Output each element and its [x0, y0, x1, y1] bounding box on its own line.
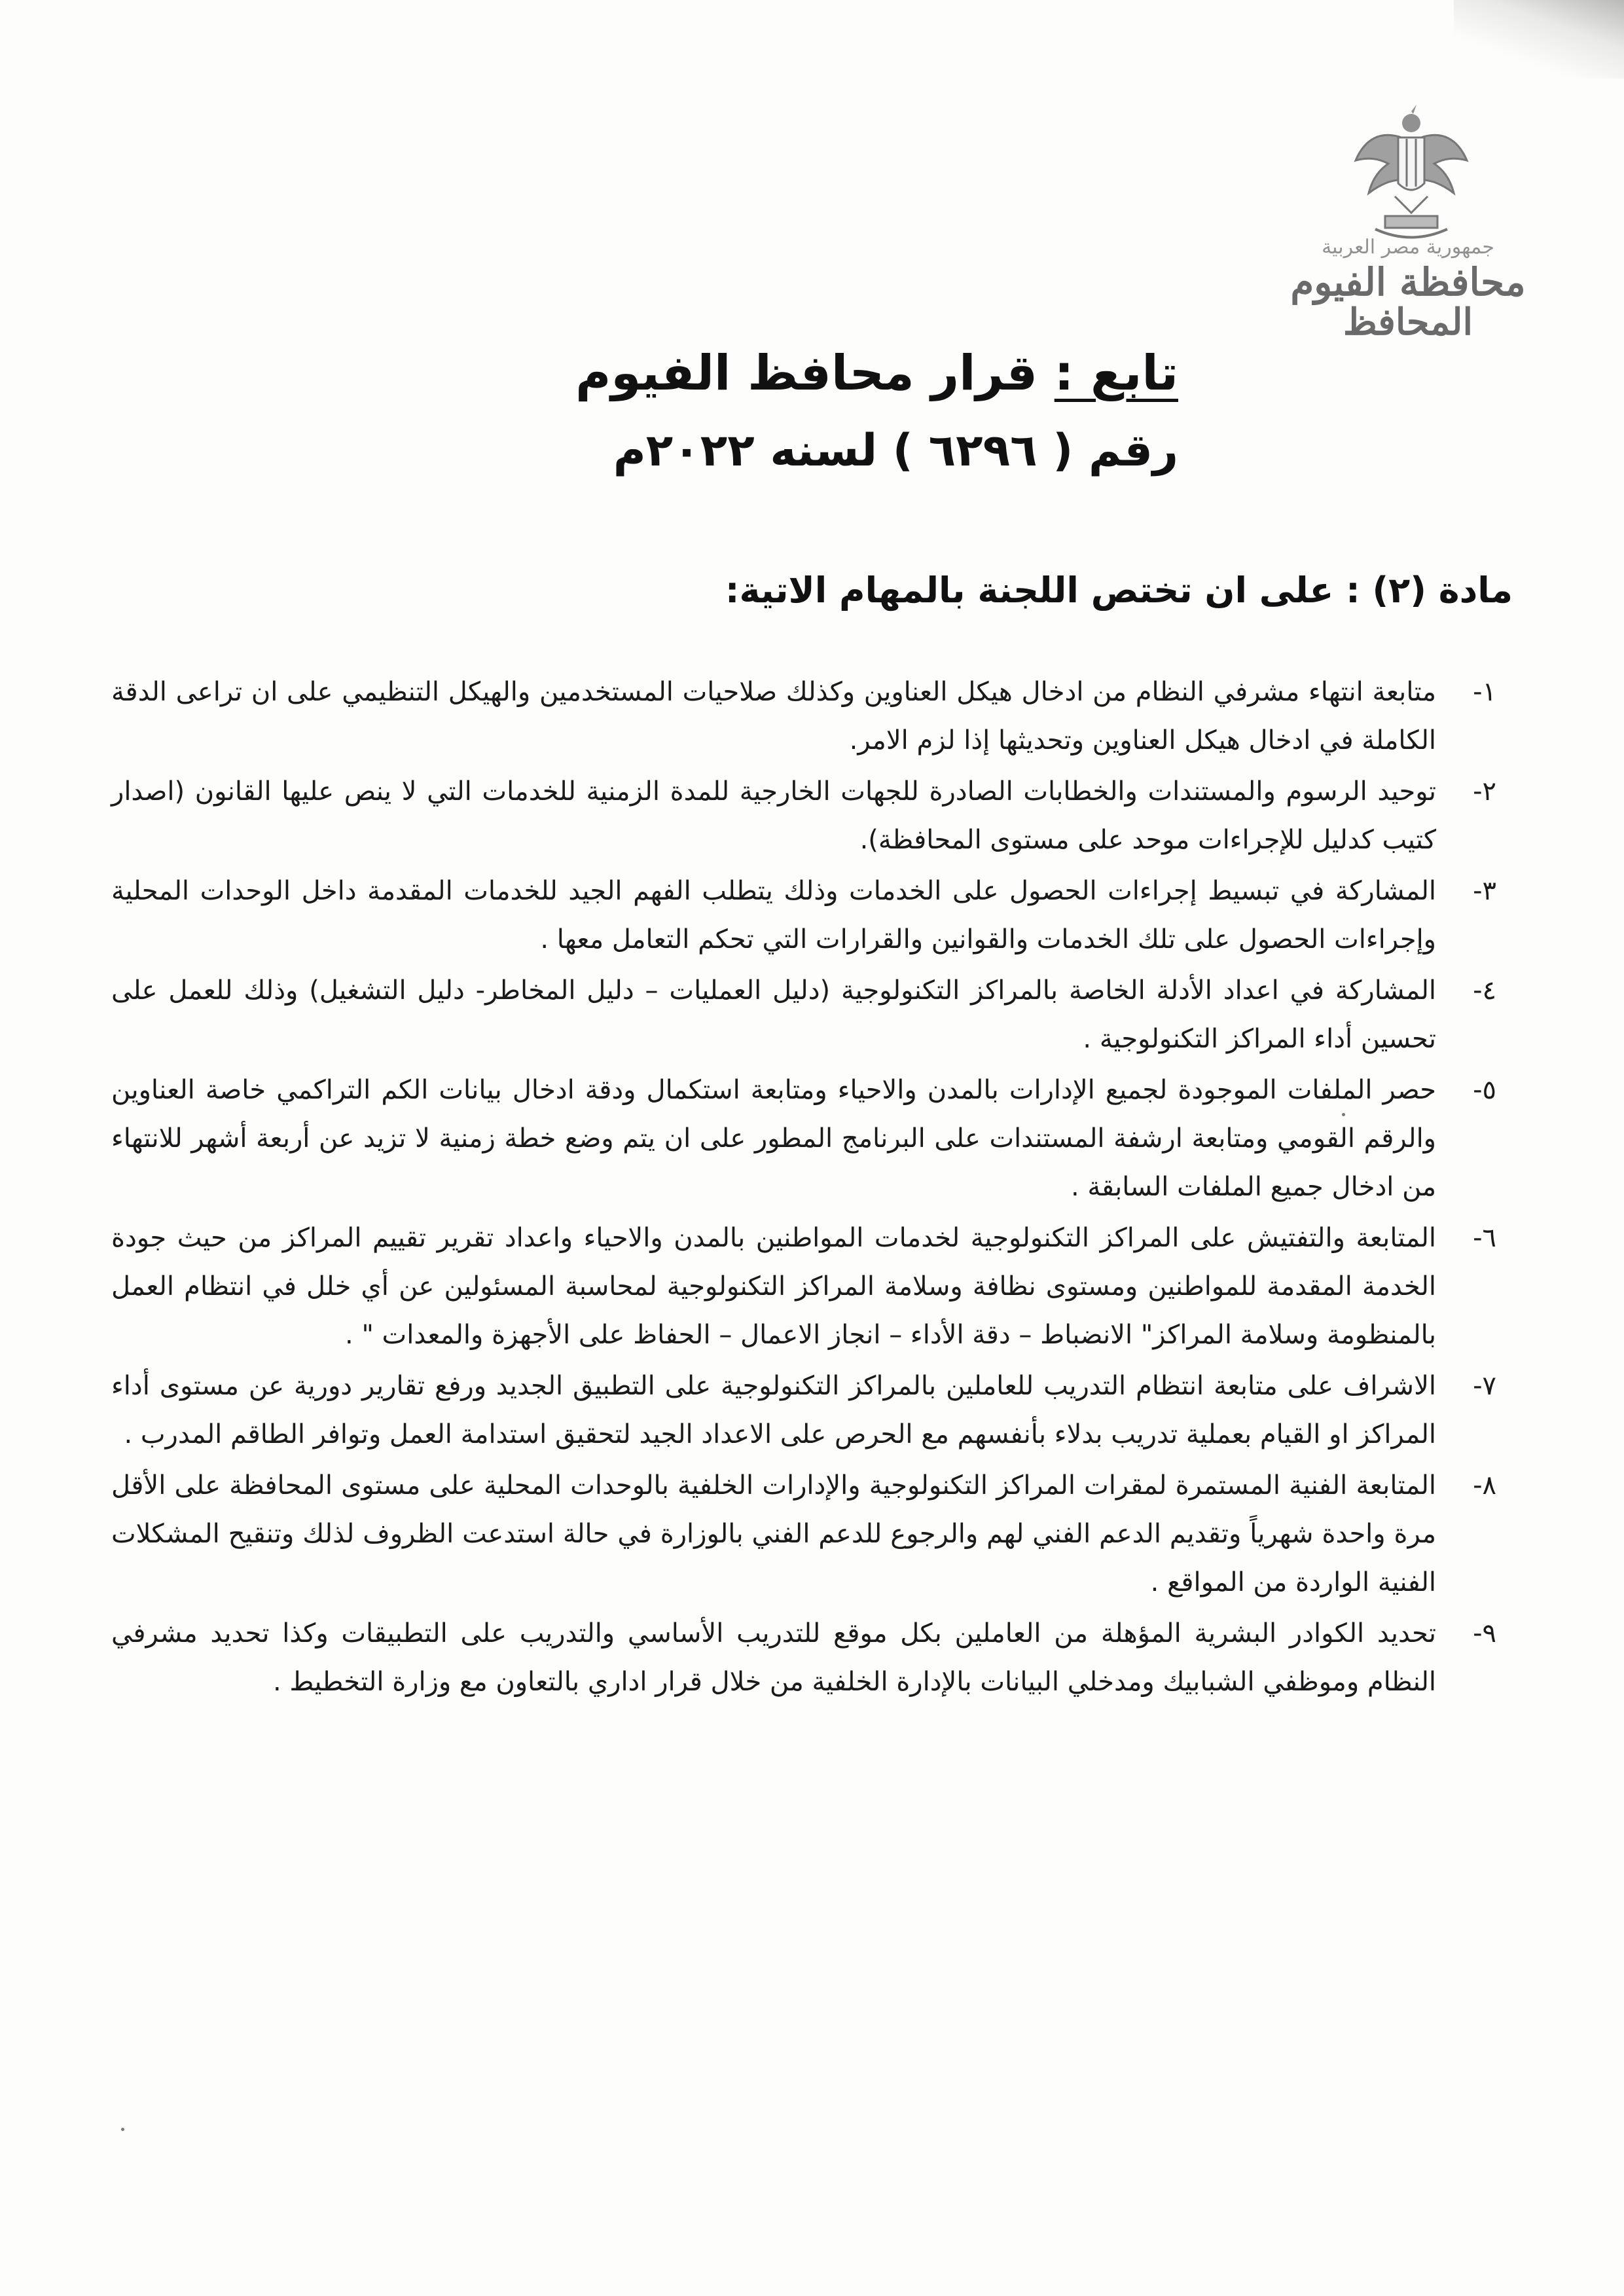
governorate-header	[1290, 236, 1526, 386]
item-text: تحديد الكوادر البشرية المؤهلة من العاملين بكل موقع للتدريب الأساسي والتدريب على التطبيقات وكذا تحديد مشرفي النظام وموظفي الشبابيك ومدخلي البيانات بالإدارة الخلفية من خلال قرار اداري بالتعاون مع وزارة التخطيط .	[111, 1618, 1436, 1697]
item-number: ٦-	[1473, 1223, 1496, 1253]
list-item	[111, 1066, 1496, 1211]
item-number: ٣-	[1473, 876, 1496, 906]
item-number: ٩-	[1473, 1618, 1496, 1649]
list-item	[111, 767, 1496, 864]
governorate-name: محافظة الفيوم	[1290, 260, 1526, 304]
list-item	[111, 1609, 1496, 1706]
scan-corner-shadow	[1454, 0, 1624, 79]
tasks-list	[111, 668, 1496, 1709]
item-text: المتابعة الفنية المستمرة لمقرات المراكز التكنولوجية والإدارات الخلفية بالوحدات المحلية على مستوى المحافظة على الأقل مرة واحدة شهرياً وتقديم الدعم الفني لهم والرجوع للدعم الفني بالوزارة في حالة استدعت الظروف لذلك وتنقيح المشكلات الفنية الواردة من المواقع .	[111, 1470, 1436, 1597]
item-text: المشاركة في تبسيط إجراءات الحصول على الخدمات وذلك يتطلب الفهم الجيد للخدمات المقدمة داخل الوحدات المحلية وإجراءات الحصول على تلك الخدمات والقوانين والقرارات التي تحكم التعامل معها .	[111, 876, 1436, 955]
list-item	[111, 1214, 1496, 1359]
list-item	[111, 668, 1496, 765]
title-main-text: قرار محافظ الفيوم	[575, 345, 1038, 401]
scan-speck	[121, 2128, 124, 2131]
title-lead: تابع :	[1054, 345, 1178, 401]
item-number: ٥-	[1473, 1075, 1496, 1105]
governor-title: المحافظ	[1343, 301, 1473, 344]
eagle-emblem-icon	[1349, 98, 1473, 249]
item-number: ٤-	[1473, 975, 1496, 1006]
item-text: المتابعة والتفتيش على المراكز التكنولوجية لخدمات المواطنين بالمدن والاحياء واعداد تقرير تقييم المراكز من حيث جودة الخدمة المقدمة للمواطنين ومستوى نظافة وسلامة المراكز التكنولوجية لمحاسبة المسئولين عن أي خلل في انتظام العمل بالمنظومة وسلامة المراكز" الانضباط – دقة الأداء – انجاز الاعمال – الحفاظ على الأجهزة والمعدات " .	[111, 1223, 1436, 1350]
article-heading: مادة (٢) : على ان تختص اللجنة بالمهام الاتية:	[725, 570, 1513, 611]
list-item	[111, 966, 1496, 1063]
list-item	[111, 1461, 1496, 1607]
item-text: حصر الملفات الموجودة لجميع الإدارات بالمدن والاحياء ومتابعة استكمال ودقة ادخال بيانات الكم التراكمي خاصة العناوين والرقم القومي ومتابعة ارشفة المستندات على البرنامج المطور على ان يتم وضع خطة زمنية لا تزيد عن أربعة أشهر للانتهاء من ادخال جميع الملفات السابقة .	[111, 1075, 1436, 1202]
list-item	[111, 1362, 1496, 1459]
item-number: ٨-	[1473, 1470, 1496, 1501]
item-number: ٢-	[1473, 776, 1496, 807]
item-text: متابعة انتهاء مشرفي النظام من ادخال هيكل العناوين وكذلك صلاحيات المستخدمين والهيكل التنظيمي على ان تراعى الدقة الكاملة في ادخال هيكل العناوين وتحديثها إذا لزم الامر.	[111, 677, 1436, 756]
item-text: المشاركة في اعداد الأدلة الخاصة بالمراكز التكنولوجية (دليل العمليات – دليل المخاطر- دليل التشغيل) وذلك للعمل على تحسين أداء المراكز التكنولوجية .	[111, 975, 1436, 1054]
item-number: ٧-	[1473, 1371, 1496, 1401]
list-item	[111, 867, 1496, 964]
scan-speck	[1342, 1113, 1345, 1116]
title-line	[393, 340, 1178, 406]
item-text: الاشراف على متابعة انتظام التدريب للعاملين بالمراكز التكنولوجية على التطبيق الجديد ورفع تقارير دورية عن مستوى أداء المراكز او القيام بعملية تدريب بدلاء بأنفسهم مع الحرص على الاعداد الجيد لتحقيق استدامة العمل وتوافر الطاقم المدرب .	[111, 1371, 1436, 1449]
decree-number: رقم ( ٦٢٩٦ ) لسنه ٢٠٢٢م	[613, 425, 1178, 477]
item-text: توحيد الرسوم والمستندات والخطابات الصادرة للجهات الخارجية للمدة الزمنية للخدمات التي لا ينص عليها القانون (اصدار كتيب كدليل للإجراءات موحد على مستوى المحافظة).	[111, 776, 1436, 855]
decree-title	[393, 340, 1178, 487]
country-name: جمهورية مصر العربية	[1322, 236, 1494, 259]
item-number: ١-	[1473, 677, 1496, 707]
